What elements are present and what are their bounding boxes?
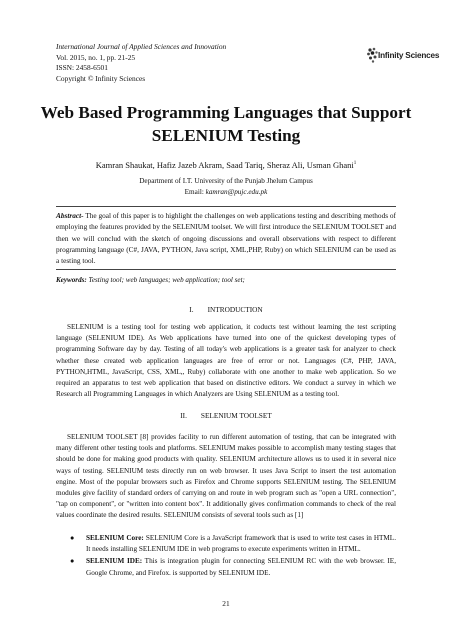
bullet-icon: ● [70, 534, 75, 542]
journal-volume: Vol. 2015, no. 1, pp. 21-25 [56, 52, 136, 62]
section-heading-introduction [56, 305, 396, 314]
keywords-label: Keywords: [56, 276, 87, 284]
keywords-block [56, 276, 396, 284]
bullet-icon: ● [70, 557, 75, 566]
section-title: INTRODUCTION [207, 305, 263, 314]
section-number: II. [180, 411, 187, 420]
page-number: 21 [222, 599, 230, 608]
email-label: Email: [184, 188, 206, 196]
publisher-logo [366, 47, 440, 65]
keywords-text: Testing tool; web languages; web application; tool set; [86, 276, 245, 284]
email-address: kamran@pujc.edu.pk [205, 188, 268, 196]
abstract-bottom-rule [56, 269, 396, 270]
section-number: I. [189, 305, 194, 314]
section-heading-toolset [56, 411, 396, 420]
list-item-text: SELENIUM Core is a JavaScript framework that is used to write test cases in HTML. It needs installing SELENIUM IDE in web programs to execute experiments written in HTML. [86, 534, 396, 554]
introduction-paragraph: SELENIUM is a testing tool for testing web application, it coducts test without learning the test scripting language (SELENIUM IDE). As Web applications have turned into one of the quickest developing types of programming Software day by day. Testing of all today's web applications is a greater task for analyzer to check whether these created web application languages are free of error or not. Languages (C#, PHP, JAVA, PYTHON,HTML, JavaScript, CSS, XML,, Ruby) collaborate with one another to make web application. So we required an apparatus to test web application that based on distinctive editors. We conduct a survey in which we Research all Programming Languages in which Analyzers are Using SELENIUM as a testing tool. [56, 323, 396, 399]
abstract-top-rule [56, 206, 396, 207]
section-title: SELENIUM TOOLSET [200, 411, 272, 420]
tool-list [56, 533, 396, 580]
contact-email [40, 188, 412, 196]
journal-name: International Journal of Applied Sciences and Innovation [56, 42, 227, 51]
title-line-1: Web Based Programming Languages that Support [40, 103, 412, 122]
list-item-term: SELENIUM Core: [86, 534, 144, 542]
logo-text: Infinity Sciences [378, 51, 440, 60]
title-line-2: SELENIUM Testing [151, 126, 301, 145]
abstract-block [56, 210, 396, 266]
list-item [56, 533, 396, 555]
authors-superscript: 1 [353, 161, 357, 167]
paper-title [40, 101, 412, 147]
list-item [56, 556, 396, 578]
journal-info [56, 42, 226, 84]
authors-text: Kamran Shaukat, Hafiz Jazeb Akram, Saad Tariq, Sheraz Ali, Usman Ghani [95, 160, 354, 170]
abstract-label: Abstract- [56, 211, 84, 220]
list-item-text: This is integration plugin for connecting SELENIUM RC with the web browser. IE, Google Chrome, and Firefox. is supported by SELENIUM IDE. [86, 557, 396, 577]
author-list [40, 160, 412, 170]
journal-issn: ISSN: 2458-6501 [56, 63, 108, 73]
affiliation: Department of I.T. University of the Punjab Jhelum Campus [139, 177, 313, 185]
journal-copyright: Copyright © Infinity Sciences [56, 73, 146, 83]
list-item-term: SELENIUM IDE: [86, 557, 143, 566]
abstract-text: The goal of this paper is to highlight the challenges on web applications testing and describing methods of employing the features provided by the SELENIUM toolset. We will first introduce the SELENIUM TOOLSET and then we will conclud with the sketch of ongoing discussions and overall observations with respect to different programming language (C#, JAVA, PYTHON, Java script, XML,PHP, Ruby) on which SELENIUM can be used as a testing tool. [56, 211, 396, 266]
toolset-paragraph: SELENIUM TOOLSET [8] provides facility to run different automation of testing, that can be integrated with many different other testing tools and platforms. SELENIUM makes possible to accomplish many testing stages that should be done for making good products with quality. SELENIUM architecture allows us to used it in several nice ways of testing. SELENIUM tests directly run on web browser. It uses Java Script to insert the test automation engine. Most of the popular browsers such as Firefox and Chrome supports SELENIUM testing. The SELENIUM modules give facility of standard orders of carrying on and route in web program such as "open a URL connection", "tap on component", or "written into content box". It additionally gives confirmation commands to check of the real values coordinate the desired results. SELENIUM consists of several tools such as [1] [56, 433, 396, 520]
